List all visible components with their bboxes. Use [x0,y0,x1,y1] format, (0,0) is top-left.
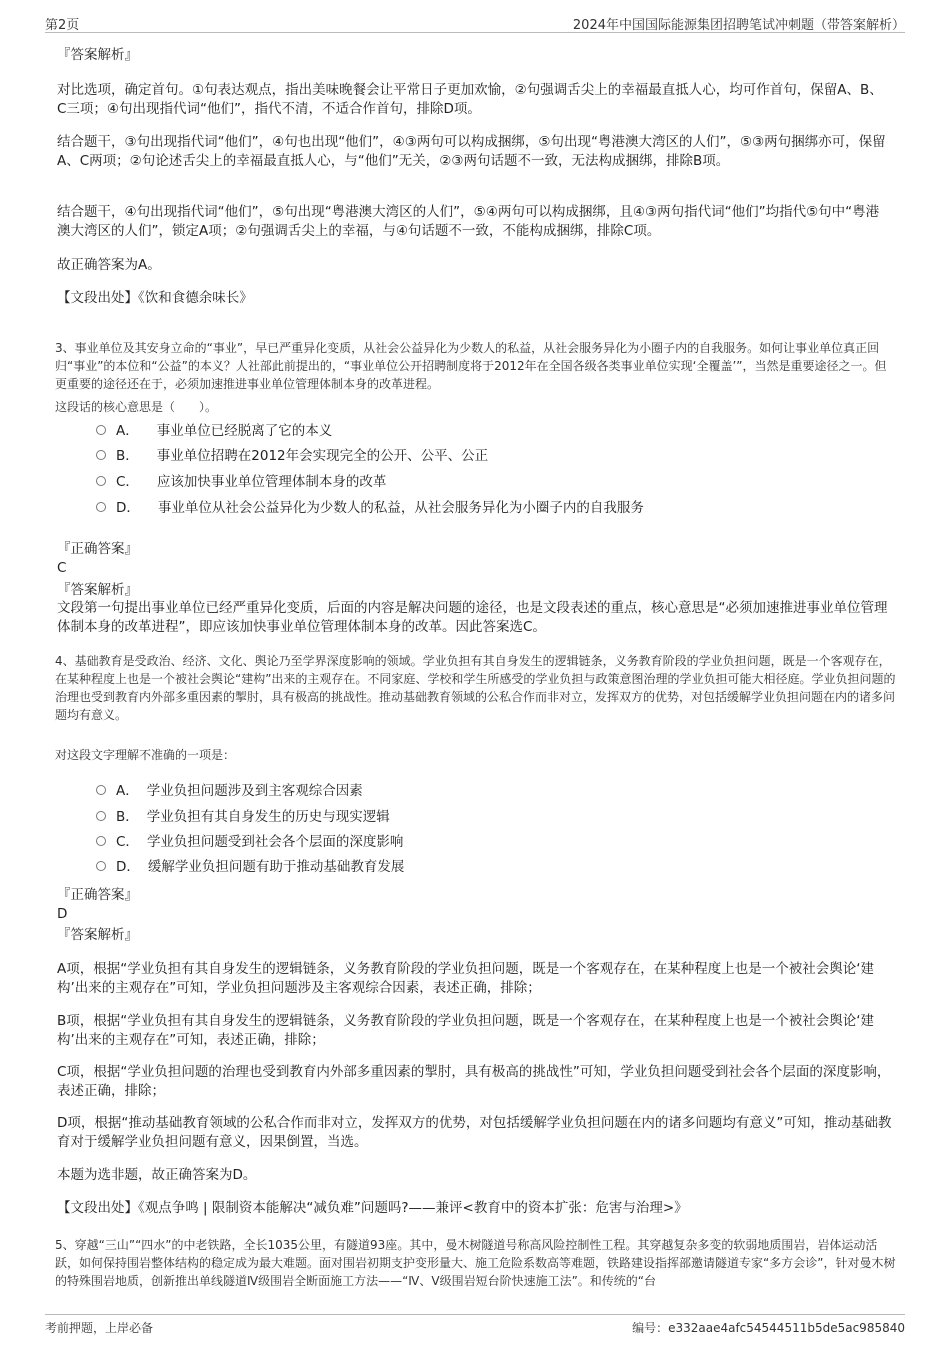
q4-analysis-label: 『答案解析』 [57,927,138,943]
q2-analysis-p3: 结合题干，④句出现指代词“他们”，⑤句出现“粤港澳大湾区的人们”，⑤④两句可以构成捆绑，且④③两句指代词“他们”均指代⑤句中“粤港澳大湾区的人们”，锁定A项；②句强调舌尖上的幸福，与④句话题不一致，不能构成捆绑，排除C项。 [57,204,880,239]
radio-icon[interactable] [96,811,106,821]
q4-option-c[interactable]: C． 学业负担问题受到社会各个层面的深度影响 [96,832,403,852]
q5-stem: 5、穿越“三山”“四水”的中老铁路，全长1035公里，有隧道93座。其中，曼木树隧道号称高风险控制性工程。其穿越复杂多变的软弱地质围岩，岩体运动活跃，如何保持围岩整体结构的稳定成为最大难题。面对围岩初期支护变形量大、施工危险系数高等难题，铁路建设指挥部邀请隧道专家“多方会诊”，针对曼木树的特殊围岩地质，创新推出单线隧道Ⅳ级围岩全断面施工方法——“Ⅳ、Ⅴ级围岩短台阶快速施工法”。和传统的“台 [55,1238,896,1288]
q3-option-d[interactable]: D． 事业单位从社会公益异化为少数人的私益，从社会服务异化为小圈子内的自我服务 [96,498,644,518]
q3-stem: 3、事业单位及其安身立命的“事业”，早已严重异化变质，从社会公益异化为少数人的私益，从社会服务异化为小圈子内的自我服务。如何让事业单位真正回归“事业”的本位和“公益”的本义？人社部此前提出的，“事业单位公开招聘制度将于2012年在全国各级各类事业单位实现‘全覆盖’”，当然是重要途径之一。但更重要的途径还在于，必须加速推进事业单位管理体制本身的改革进程。 [55,341,887,391]
page-number: 第2页 [45,18,80,33]
q3-analysis: 文段第一句提出事业单位已经严重异化变质，后面的内容是解决问题的途径，也是文段表述的重点，核心意思是“必须加速推进事业单位管理体制本身的改革进程”，即应该加快事业单位管理体制本身的改革。因此答案选C。 [57,600,888,635]
q3-analysis-label: 『答案解析』 [57,582,138,598]
q4-answer-label: 『正确答案』 [57,887,138,903]
page-footer [45,1314,905,1337]
q3-option-b[interactable]: B． 事业单位招聘在2012年会实现完全的公开、公平、公正 [96,446,488,466]
radio-icon[interactable] [96,861,106,871]
radio-icon[interactable] [96,425,106,435]
document-title: 2024年中国国际能源集团招聘笔试冲刺题（带答案解析） [572,18,905,33]
q4-analysis-d: D项，根据“推动基础教育领域的公私合作而非对立，发挥双方的优势，对包括缓解学业负担问题在内的诸多问题均有意义”可知，推动基础教育对于缓解学业负担问题有意义，因果倒置，当选。 [57,1115,892,1150]
q4-question: 对这段文字理解不准确的一项是： [55,748,236,762]
q4-option-a[interactable]: A． 学业负担问题涉及到主客观综合因素 [96,781,363,801]
q2-analysis-p1: 对比选项，确定首句。①句表达观点，指出美味晚餐会让平常日子更加欢愉，②句强调舌尖上的幸福最直抵人心，均可作首句，保留A、B、C三项；④句出现指代词“他们”，指代不清，不适合作首句，排除D项。 [57,82,883,117]
q3-question: 这段话的核心意思是（ ）。 [55,400,218,414]
q2-analysis-p2: 结合题干，③句出现指代词“他们”，④句也出现“他们”，④③两句可以构成捆绑，⑤句出现“粤港澳大湾区的人们”，⑤③两句捆绑亦可，保留A、C两项；②句论述舌尖上的幸福最直抵人心，与“他们”无关，②③两句话题不一致，无法构成捆绑，排除B项。 [57,134,886,169]
q4-answer: D [57,906,68,922]
radio-icon[interactable] [96,836,106,846]
q3-answer-label: 『正确答案』 [57,541,138,557]
radio-icon[interactable] [96,450,106,460]
q3-answer: C [57,560,67,576]
radio-icon[interactable] [96,785,106,795]
q4-analysis-c: C项，根据“学业负担问题的治理也受到教育内外部多重因素的掣肘，具有极高的挑战性”可知，学业负担问题受到社会各个层面的深度影响，表述正确，排除； [57,1064,891,1099]
q4-analysis-b: B项，根据“学业负担有其自身发生的逻辑链条，义务教育阶段的学业负担问题，既是一个客观存在，在某种程度上也是一个被社会舆论‘建构’出来的主观存在”可知，表述正确，排除； [57,1013,875,1048]
radio-icon[interactable] [96,476,106,486]
radio-icon[interactable] [96,502,106,512]
footer-slogan: 考前押题，上岸必备 [45,1321,154,1335]
q4-option-d[interactable]: D． 缓解学业负担问题有助于推动基础教育发展 [96,857,404,877]
q3-option-a[interactable]: A． 事业单位已经脱离了它的本义 [96,421,332,441]
q4-conclusion: 本题为选非题，故正确答案为D。 [57,1167,257,1183]
q2-conclusion: 故正确答案为A。 [57,257,161,273]
q2-source: 【文段出处】《饮和食德余味长》 [57,290,253,306]
q4-option-b[interactable]: B． 学业负担有其自身发生的历史与现实逻辑 [96,807,390,827]
q4-analysis-a: A项，根据“学业负担有其自身发生的逻辑链条，义务教育阶段的学业负担问题，既是一个客观存在，在某种程度上也是一个被社会舆论‘建构’出来的主观存在”可知，学业负担问题涉及主客观综合因素，表述正确，排除； [57,961,875,996]
q3-option-c[interactable]: C． 应该加快事业单位管理体制本身的改革 [96,472,386,492]
document-code: 编号：e332aae4afc54544511b5de5ac985840 [632,1321,905,1335]
q4-stem: 4、基础教育是受政治、经济、文化、舆论乃至学界深度影响的领域。学业负担有其自身发生的逻辑链条，义务教育阶段的学业负担问题，既是一个客观存在，在某种程度上也是一个被社会舆论“建构”出来的主观存在。不同家庭、学校和学生所感受的学业负担与政策意图治理的学业负担可能大相径庭。学业负担问题的治理也受到教育内外部多重因素的掣肘，具有极高的挑战性。推动基础教育领域的公私合作而非对立，发挥双方的优势，对包括缓解学业负担问题在内的诸多问题均有意义。 [55,654,896,722]
page-header [45,10,905,33]
q4-source: 【文段出处】《观点争鸣 | 限制资本能解决“减负难”问题吗?——兼评<教育中的资本扩张：危害与治理>》 [57,1200,688,1216]
q2-analysis-label: 『答案解析』 [57,47,138,63]
